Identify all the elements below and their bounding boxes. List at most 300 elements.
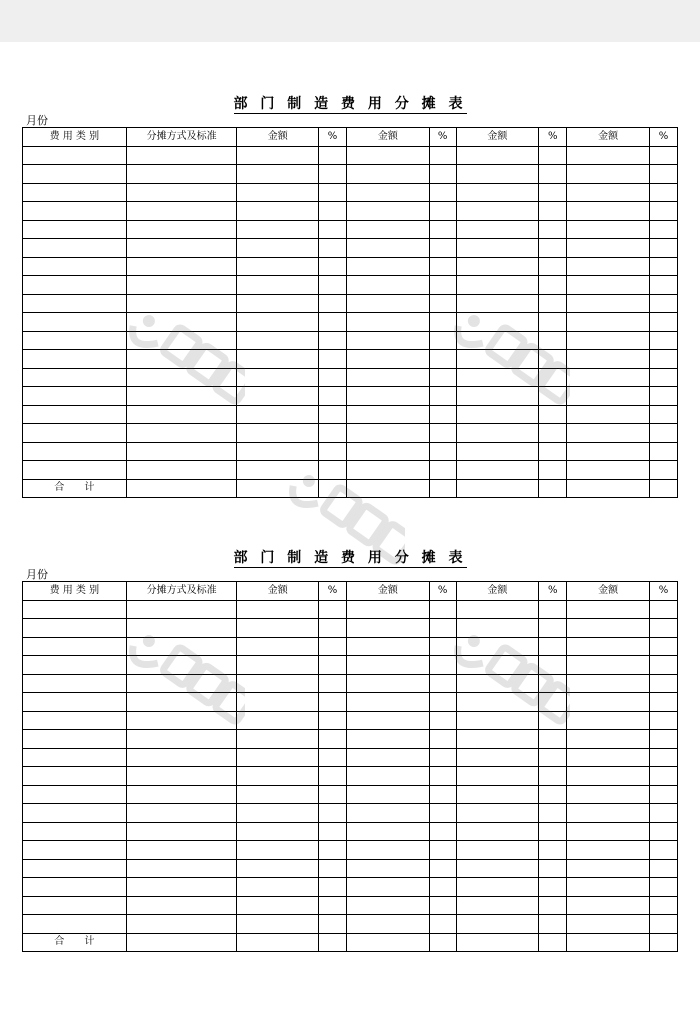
table-cell[interactable]	[319, 183, 347, 202]
table-cell[interactable]	[126, 656, 237, 675]
table-cell[interactable]	[126, 748, 237, 767]
table-cell[interactable]	[649, 183, 677, 202]
table-cell[interactable]	[456, 859, 539, 878]
table-cell[interactable]	[23, 804, 127, 823]
table-cell[interactable]	[237, 202, 319, 221]
table-cell[interactable]	[126, 822, 237, 841]
table-cell[interactable]	[126, 405, 237, 424]
table-cell[interactable]	[319, 859, 347, 878]
table-cell[interactable]	[319, 693, 347, 712]
table-cell[interactable]	[126, 730, 237, 749]
table-cell[interactable]	[237, 387, 319, 406]
table-cell[interactable]	[346, 804, 429, 823]
table-cell[interactable]	[126, 368, 237, 387]
table-cell[interactable]	[567, 748, 650, 767]
table-cell[interactable]	[126, 933, 237, 952]
table-cell[interactable]	[539, 767, 567, 786]
table-cell[interactable]	[346, 711, 429, 730]
table-cell[interactable]	[429, 146, 456, 165]
table-cell[interactable]	[319, 479, 347, 498]
table-cell[interactable]	[346, 619, 429, 638]
table-cell[interactable]	[429, 424, 456, 443]
table-cell[interactable]	[237, 674, 319, 693]
table-cell[interactable]	[237, 711, 319, 730]
table-cell[interactable]	[23, 859, 127, 878]
table-cell[interactable]	[649, 442, 677, 461]
table-cell[interactable]	[23, 183, 127, 202]
table-cell[interactable]	[456, 405, 539, 424]
table-cell[interactable]	[23, 146, 127, 165]
table-cell[interactable]	[429, 730, 456, 749]
table-cell[interactable]	[23, 405, 127, 424]
table-cell[interactable]	[429, 202, 456, 221]
table-cell[interactable]	[456, 331, 539, 350]
table-cell[interactable]	[319, 202, 347, 221]
table-cell[interactable]	[429, 748, 456, 767]
table-cell[interactable]	[429, 822, 456, 841]
table-cell[interactable]	[567, 915, 650, 934]
table-cell[interactable]	[567, 804, 650, 823]
table-cell[interactable]	[237, 933, 319, 952]
table-cell[interactable]	[567, 859, 650, 878]
table-cell[interactable]	[126, 878, 237, 897]
table-cell[interactable]	[346, 387, 429, 406]
table-cell[interactable]	[319, 711, 347, 730]
table-cell[interactable]	[539, 748, 567, 767]
table-cell[interactable]	[429, 674, 456, 693]
table-cell[interactable]	[319, 878, 347, 897]
table-cell[interactable]	[23, 442, 127, 461]
table-cell[interactable]	[237, 730, 319, 749]
table-cell[interactable]	[346, 674, 429, 693]
table-cell[interactable]	[429, 294, 456, 313]
table-cell[interactable]	[567, 442, 650, 461]
table-cell[interactable]	[126, 674, 237, 693]
table-cell[interactable]	[429, 461, 456, 480]
table-cell[interactable]	[319, 767, 347, 786]
table-cell[interactable]	[429, 711, 456, 730]
table-cell[interactable]	[23, 294, 127, 313]
table-cell[interactable]	[429, 442, 456, 461]
table-cell[interactable]	[456, 896, 539, 915]
table-cell[interactable]	[429, 165, 456, 184]
table-cell[interactable]	[649, 257, 677, 276]
table-cell[interactable]	[567, 896, 650, 915]
table-cell[interactable]	[429, 859, 456, 878]
table-cell[interactable]	[237, 368, 319, 387]
table-cell[interactable]	[319, 933, 347, 952]
table-cell[interactable]	[539, 220, 567, 239]
table-cell[interactable]	[456, 220, 539, 239]
table-cell[interactable]	[429, 656, 456, 675]
table-cell[interactable]	[126, 257, 237, 276]
table-cell[interactable]	[237, 785, 319, 804]
table-cell[interactable]	[346, 183, 429, 202]
table-cell[interactable]	[567, 767, 650, 786]
table-cell[interactable]	[649, 896, 677, 915]
table-cell[interactable]	[346, 822, 429, 841]
table-cell[interactable]	[649, 331, 677, 350]
table-cell[interactable]	[429, 804, 456, 823]
table-cell[interactable]	[539, 387, 567, 406]
table-cell[interactable]	[237, 915, 319, 934]
table-cell[interactable]	[126, 220, 237, 239]
table-cell[interactable]	[456, 619, 539, 638]
table-cell[interactable]	[319, 276, 347, 295]
table-cell[interactable]	[319, 350, 347, 369]
table-cell[interactable]	[649, 405, 677, 424]
table-cell[interactable]	[539, 331, 567, 350]
table-cell[interactable]	[456, 730, 539, 749]
table-cell[interactable]	[346, 637, 429, 656]
table-cell[interactable]	[126, 859, 237, 878]
table-cell[interactable]	[429, 637, 456, 656]
table-cell[interactable]	[456, 656, 539, 675]
table-cell[interactable]	[126, 711, 237, 730]
table-cell[interactable]	[237, 294, 319, 313]
table-cell[interactable]	[319, 730, 347, 749]
table-cell[interactable]	[649, 146, 677, 165]
table-cell[interactable]	[237, 896, 319, 915]
table-cell[interactable]	[567, 730, 650, 749]
table-cell[interactable]	[319, 239, 347, 258]
table-cell[interactable]	[237, 350, 319, 369]
table-cell[interactable]	[649, 730, 677, 749]
table-cell[interactable]	[126, 239, 237, 258]
table-cell[interactable]	[429, 257, 456, 276]
table-cell[interactable]	[539, 693, 567, 712]
table-cell[interactable]	[429, 183, 456, 202]
table-cell[interactable]	[539, 619, 567, 638]
table-cell[interactable]	[23, 461, 127, 480]
table-cell[interactable]	[539, 202, 567, 221]
table-cell[interactable]	[539, 674, 567, 693]
table-cell[interactable]	[23, 202, 127, 221]
table-cell[interactable]	[319, 387, 347, 406]
table-cell[interactable]	[429, 239, 456, 258]
table-cell[interactable]	[237, 165, 319, 184]
table-cell[interactable]	[649, 674, 677, 693]
table-cell[interactable]	[649, 933, 677, 952]
table-cell[interactable]	[126, 785, 237, 804]
table-cell[interactable]	[346, 767, 429, 786]
table-cell[interactable]	[23, 600, 127, 619]
table-cell[interactable]	[23, 656, 127, 675]
table-cell[interactable]	[319, 637, 347, 656]
table-cell[interactable]	[649, 822, 677, 841]
table-cell[interactable]	[456, 276, 539, 295]
table-cell[interactable]	[456, 711, 539, 730]
table-cell[interactable]	[567, 785, 650, 804]
table-cell[interactable]	[429, 276, 456, 295]
table-cell[interactable]	[649, 859, 677, 878]
table-cell[interactable]	[346, 461, 429, 480]
table-cell[interactable]	[346, 294, 429, 313]
table-cell[interactable]	[456, 202, 539, 221]
table-cell[interactable]	[429, 387, 456, 406]
table-cell[interactable]	[567, 841, 650, 860]
table-cell[interactable]	[649, 294, 677, 313]
table-cell[interactable]	[237, 461, 319, 480]
table-cell[interactable]	[567, 220, 650, 239]
table-cell[interactable]	[319, 915, 347, 934]
table-cell[interactable]	[456, 146, 539, 165]
table-cell[interactable]	[126, 294, 237, 313]
table-cell[interactable]	[346, 841, 429, 860]
table-cell[interactable]	[126, 693, 237, 712]
table-cell[interactable]	[23, 841, 127, 860]
table-cell[interactable]	[649, 239, 677, 258]
table-cell[interactable]	[539, 730, 567, 749]
table-cell[interactable]	[319, 405, 347, 424]
table-cell[interactable]	[23, 220, 127, 239]
table-cell[interactable]	[429, 693, 456, 712]
table-cell[interactable]	[346, 165, 429, 184]
table-cell[interactable]	[319, 368, 347, 387]
table-cell[interactable]	[126, 479, 237, 498]
table-cell[interactable]	[346, 239, 429, 258]
table-cell[interactable]	[429, 313, 456, 332]
table-cell[interactable]	[237, 183, 319, 202]
table-cell[interactable]	[649, 841, 677, 860]
table-cell[interactable]	[237, 442, 319, 461]
table-cell[interactable]	[539, 785, 567, 804]
table-cell[interactable]	[456, 804, 539, 823]
table-cell[interactable]	[456, 841, 539, 860]
table-cell[interactable]	[456, 183, 539, 202]
table-cell[interactable]	[649, 165, 677, 184]
table-cell[interactable]	[237, 804, 319, 823]
table-cell[interactable]	[567, 600, 650, 619]
table-cell[interactable]	[126, 331, 237, 350]
table-cell[interactable]	[539, 479, 567, 498]
table-cell[interactable]	[319, 656, 347, 675]
table-cell[interactable]	[429, 896, 456, 915]
table-cell[interactable]	[567, 479, 650, 498]
table-cell[interactable]	[23, 785, 127, 804]
table-cell[interactable]	[649, 220, 677, 239]
table-cell[interactable]	[649, 915, 677, 934]
table-cell[interactable]	[346, 442, 429, 461]
table-cell[interactable]	[23, 674, 127, 693]
table-cell[interactable]	[456, 933, 539, 952]
table-cell[interactable]	[237, 220, 319, 239]
table-cell[interactable]	[539, 257, 567, 276]
table-cell[interactable]	[23, 637, 127, 656]
table-cell[interactable]	[23, 239, 127, 258]
table-cell[interactable]	[649, 276, 677, 295]
table-cell[interactable]	[539, 600, 567, 619]
table-cell[interactable]	[539, 313, 567, 332]
table-cell[interactable]	[237, 146, 319, 165]
table-cell[interactable]	[346, 656, 429, 675]
table-cell[interactable]	[319, 424, 347, 443]
table-cell[interactable]	[539, 804, 567, 823]
table-cell[interactable]	[649, 711, 677, 730]
table-cell[interactable]	[346, 331, 429, 350]
table-cell[interactable]	[429, 915, 456, 934]
table-cell[interactable]	[539, 442, 567, 461]
table-cell[interactable]	[126, 619, 237, 638]
table-cell[interactable]	[346, 730, 429, 749]
table-cell[interactable]	[23, 331, 127, 350]
table-cell[interactable]	[126, 424, 237, 443]
table-cell[interactable]	[23, 313, 127, 332]
table-cell[interactable]	[126, 767, 237, 786]
table-cell[interactable]	[23, 619, 127, 638]
table-cell[interactable]	[346, 878, 429, 897]
table-cell[interactable]	[23, 276, 127, 295]
table-cell[interactable]	[429, 331, 456, 350]
table-cell[interactable]	[429, 878, 456, 897]
table-cell[interactable]	[346, 896, 429, 915]
table-cell[interactable]	[346, 933, 429, 952]
table-cell[interactable]	[649, 387, 677, 406]
table-cell[interactable]	[649, 619, 677, 638]
table-cell[interactable]	[346, 276, 429, 295]
table-cell[interactable]	[237, 693, 319, 712]
table-cell[interactable]	[346, 405, 429, 424]
table-cell[interactable]	[539, 841, 567, 860]
table-cell[interactable]	[346, 693, 429, 712]
table-cell[interactable]	[237, 331, 319, 350]
table-cell[interactable]	[346, 313, 429, 332]
table-cell[interactable]	[456, 257, 539, 276]
table-cell[interactable]	[567, 257, 650, 276]
table-cell[interactable]	[456, 637, 539, 656]
table-cell[interactable]	[237, 600, 319, 619]
table-cell[interactable]	[23, 424, 127, 443]
table-cell[interactable]	[456, 767, 539, 786]
table-cell[interactable]	[23, 915, 127, 934]
table-cell[interactable]	[346, 748, 429, 767]
table-cell[interactable]	[126, 804, 237, 823]
table-cell[interactable]	[346, 915, 429, 934]
table-cell[interactable]	[23, 257, 127, 276]
table-cell[interactable]	[126, 165, 237, 184]
table-cell[interactable]	[23, 896, 127, 915]
table-cell[interactable]	[429, 785, 456, 804]
table-cell[interactable]	[126, 600, 237, 619]
table-cell[interactable]	[23, 387, 127, 406]
table-cell[interactable]	[429, 841, 456, 860]
table-cell[interactable]	[539, 933, 567, 952]
table-cell[interactable]	[237, 656, 319, 675]
table-cell[interactable]	[456, 424, 539, 443]
table-cell[interactable]	[539, 239, 567, 258]
table-cell[interactable]	[237, 276, 319, 295]
table-cell[interactable]	[567, 183, 650, 202]
table-cell[interactable]	[567, 239, 650, 258]
table-cell[interactable]	[539, 859, 567, 878]
table-cell[interactable]	[649, 313, 677, 332]
table-cell[interactable]	[126, 276, 237, 295]
table-cell[interactable]	[23, 350, 127, 369]
table-cell[interactable]	[539, 711, 567, 730]
table-cell[interactable]	[567, 933, 650, 952]
table-cell[interactable]	[126, 841, 237, 860]
table-cell[interactable]	[429, 220, 456, 239]
table-cell[interactable]	[539, 878, 567, 897]
table-cell[interactable]	[429, 479, 456, 498]
table-cell[interactable]	[429, 767, 456, 786]
table-cell[interactable]	[126, 202, 237, 221]
table-cell[interactable]	[567, 405, 650, 424]
table-cell[interactable]	[456, 748, 539, 767]
table-cell[interactable]	[319, 619, 347, 638]
table-cell[interactable]	[539, 637, 567, 656]
table-cell[interactable]	[456, 822, 539, 841]
table-cell[interactable]	[567, 461, 650, 480]
table-cell[interactable]	[237, 748, 319, 767]
table-cell[interactable]	[456, 785, 539, 804]
table-cell[interactable]	[429, 350, 456, 369]
table-cell[interactable]	[237, 405, 319, 424]
table-cell[interactable]	[567, 822, 650, 841]
table-cell[interactable]	[567, 368, 650, 387]
table-cell[interactable]	[126, 387, 237, 406]
table-cell[interactable]	[649, 656, 677, 675]
table-cell[interactable]	[456, 461, 539, 480]
table-cell[interactable]	[319, 220, 347, 239]
table-cell[interactable]	[346, 146, 429, 165]
table-cell[interactable]	[567, 165, 650, 184]
table-cell[interactable]	[237, 239, 319, 258]
table-cell[interactable]	[539, 915, 567, 934]
table-cell[interactable]	[237, 878, 319, 897]
table-cell[interactable]	[126, 442, 237, 461]
table-cell[interactable]	[23, 693, 127, 712]
table-cell[interactable]	[567, 424, 650, 443]
table-cell[interactable]	[429, 933, 456, 952]
table-cell[interactable]	[319, 896, 347, 915]
table-cell[interactable]	[23, 748, 127, 767]
table-cell[interactable]	[346, 785, 429, 804]
table-cell[interactable]	[23, 730, 127, 749]
table-cell[interactable]	[237, 767, 319, 786]
table-cell[interactable]	[319, 804, 347, 823]
table-cell[interactable]	[346, 202, 429, 221]
table-cell[interactable]	[237, 619, 319, 638]
table-cell[interactable]	[346, 479, 429, 498]
table-cell[interactable]	[456, 600, 539, 619]
table-cell[interactable]	[319, 841, 347, 860]
table-cell[interactable]	[319, 748, 347, 767]
table-cell[interactable]	[567, 331, 650, 350]
table-cell[interactable]	[429, 368, 456, 387]
table-cell[interactable]	[319, 294, 347, 313]
table-cell[interactable]	[539, 183, 567, 202]
table-cell[interactable]	[23, 767, 127, 786]
table-cell[interactable]	[23, 711, 127, 730]
table-cell[interactable]	[567, 276, 650, 295]
table-cell[interactable]	[456, 674, 539, 693]
table-cell[interactable]	[539, 350, 567, 369]
table-cell[interactable]	[319, 165, 347, 184]
table-cell[interactable]	[456, 387, 539, 406]
table-cell[interactable]	[126, 461, 237, 480]
table-cell[interactable]	[23, 368, 127, 387]
table-cell[interactable]	[456, 294, 539, 313]
table-cell[interactable]	[456, 239, 539, 258]
table-cell[interactable]	[539, 368, 567, 387]
table-cell[interactable]	[649, 785, 677, 804]
table-cell[interactable]	[23, 165, 127, 184]
table-cell[interactable]	[237, 479, 319, 498]
table-cell[interactable]	[23, 878, 127, 897]
table-cell[interactable]	[539, 146, 567, 165]
table-cell[interactable]	[319, 313, 347, 332]
